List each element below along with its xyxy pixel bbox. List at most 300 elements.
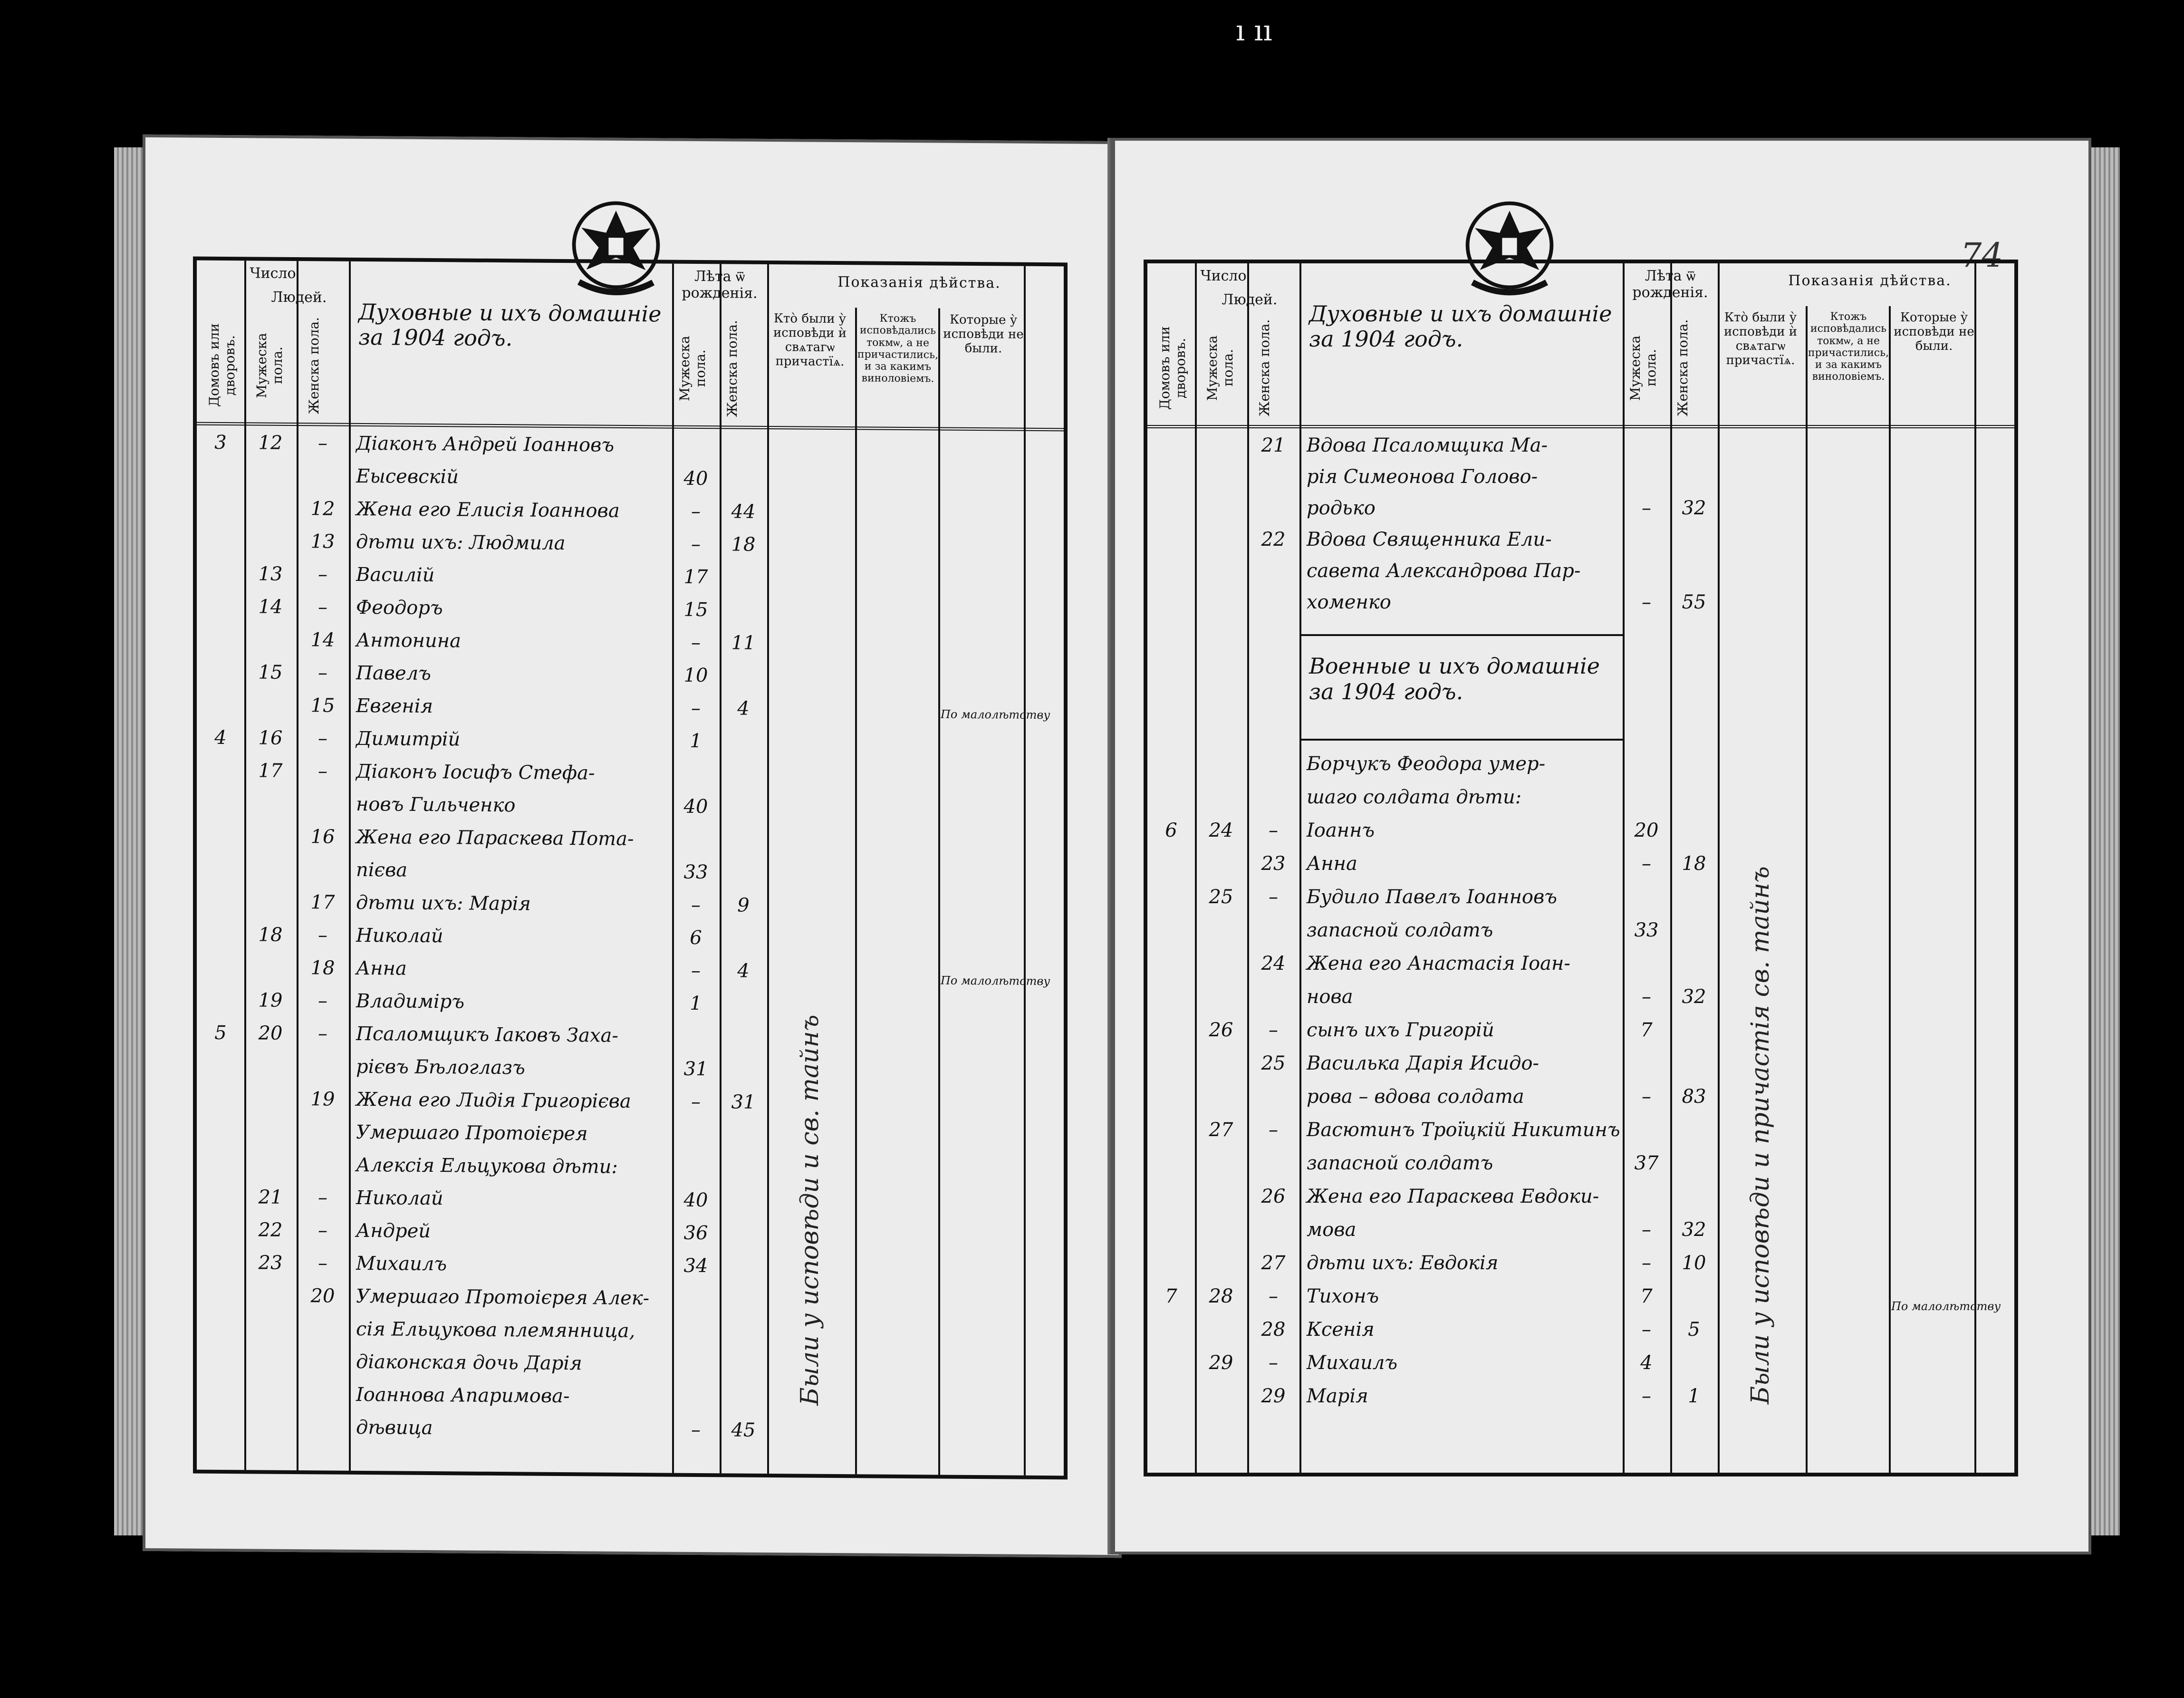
row-m	[244, 825, 297, 826]
register-row	[197, 563, 767, 593]
row-age-af: 5	[1688, 1319, 1700, 1341]
row-m: 19	[258, 989, 283, 1012]
register-row	[1147, 886, 1718, 913]
row-f: –	[318, 432, 327, 454]
section-military-title: Военные и ихъ домашніе за 1904 годъ.	[1309, 653, 1600, 704]
row-f: –	[1269, 1352, 1278, 1374]
register-row	[197, 727, 767, 757]
row-name: Михаилъ	[1307, 1352, 1398, 1374]
row-f: –	[318, 760, 327, 782]
register-row	[197, 858, 767, 888]
row-name: Евгенія	[356, 695, 433, 718]
row-age-am	[672, 1353, 720, 1354]
row-age-am: –	[1642, 1252, 1651, 1274]
left-side-note: Были у исповѣди и св. тайнъ	[796, 1014, 824, 1406]
row-name: Будило Павелъ Іоанновъ	[1307, 886, 1557, 908]
row-f: –	[318, 990, 327, 1012]
row-age-af: 44	[731, 501, 756, 523]
register-row	[1147, 591, 1718, 618]
register-row	[1147, 753, 1718, 780]
row-f: 29	[1261, 1385, 1286, 1407]
row-f: 15	[310, 695, 335, 717]
header-people: Людей.	[271, 289, 327, 306]
row-age-am: –	[1642, 1219, 1651, 1241]
row-name: запасной солдатъ	[1307, 1152, 1493, 1174]
register-row	[1147, 1319, 1718, 1345]
row-name: шаго солдата дѣти:	[1307, 786, 1522, 808]
header-only-confessed: Ктожъ исповѣдались токмѡ, а не причастились, и за какимъ виноловіемъ.	[1808, 311, 1889, 383]
left-page	[143, 135, 1122, 1558]
row-f: –	[1269, 886, 1278, 908]
row-name: Псаломщикъ Іаковъ Заха-	[356, 1023, 618, 1047]
row-age-am: –	[1642, 986, 1651, 1008]
row-age-am: –	[1642, 853, 1651, 875]
header-number: Число	[1200, 268, 1247, 284]
header-confessed: Кто̀ были у̀ исповѣди ѝ свѧтагѡ причастїѧ.	[773, 311, 847, 369]
row-m	[244, 530, 297, 531]
row-house	[197, 1284, 244, 1285]
row-age-am: 40	[683, 467, 708, 490]
row-m: 28	[1209, 1285, 1233, 1307]
header-female: Женска пола.	[1257, 319, 1272, 417]
row-f: –	[318, 727, 327, 750]
row-age-af	[720, 730, 767, 731]
row-f: 24	[1261, 953, 1286, 974]
row-name: Умершаго Протоієрея Алек-	[356, 1285, 650, 1310]
row-name: діаконская дочь Дарія	[356, 1351, 582, 1375]
row-age-af	[720, 1353, 767, 1354]
left-note-minor-1: По малолѣтству	[941, 707, 1050, 722]
header-age: Лѣта ѿ рожденія.	[682, 268, 758, 302]
register-row	[197, 432, 767, 462]
row-f: 20	[310, 1285, 335, 1307]
register-row	[197, 694, 767, 724]
register-row	[1147, 1119, 1718, 1146]
row-age-am	[672, 1025, 720, 1026]
row-age-af: 45	[731, 1419, 756, 1441]
row-age-am: 34	[683, 1254, 708, 1277]
right-page-edges	[2091, 147, 2120, 1535]
row-age-am: 10	[683, 664, 708, 687]
row-name: Умершаго Протоієрея	[356, 1121, 588, 1145]
row-m	[244, 497, 297, 498]
row-name: Іоаннова Апаримова-	[356, 1383, 570, 1408]
register-row	[1147, 919, 1718, 946]
row-f: 22	[1261, 529, 1286, 550]
row-age-af: 18	[1682, 853, 1706, 875]
row-name: Ксенія	[1307, 1319, 1375, 1341]
row-m: 20	[258, 1022, 283, 1044]
row-m: 26	[1209, 1019, 1233, 1041]
header-names-title: Духовные и ихъ домашніе за 1904 годъ.	[1309, 301, 1612, 352]
register-row	[1147, 1219, 1718, 1245]
row-age-am: 6	[690, 926, 702, 949]
register-row	[1147, 497, 1718, 524]
row-m	[244, 694, 297, 695]
register-row	[197, 1088, 767, 1118]
row-name: рова – вдова солдата	[1307, 1086, 1524, 1108]
row-name: Анна	[356, 957, 407, 980]
register-row	[1147, 786, 1718, 813]
left-register-table	[193, 257, 1068, 1480]
right-side-note: Были у исповѣди и причастія св. тайнъ	[1746, 866, 1775, 1404]
register-row	[1147, 820, 1718, 846]
row-age-am: 4	[1640, 1352, 1653, 1374]
row-age-af: 83	[1682, 1086, 1706, 1108]
row-m: 22	[258, 1219, 283, 1241]
header-number: Число	[250, 265, 296, 282]
row-age-af: 4	[737, 960, 750, 982]
row-age-am: 37	[1634, 1152, 1659, 1174]
row-f	[297, 1416, 349, 1417]
register-row	[197, 1416, 767, 1446]
row-m: 12	[258, 432, 283, 454]
row-age-am: –	[691, 697, 701, 720]
row-name: Николай	[356, 924, 443, 947]
row-house	[197, 464, 244, 465]
register-row	[1147, 986, 1718, 1013]
register-row	[1147, 1385, 1718, 1412]
right-register-table	[1144, 260, 2018, 1476]
row-name: Андрей	[356, 1219, 431, 1243]
register-row	[197, 1219, 767, 1249]
row-name: Николай	[356, 1187, 443, 1210]
row-name: новъ Гильченко	[356, 793, 516, 817]
register-row	[1147, 1086, 1718, 1112]
row-name: Павелъ	[356, 662, 431, 685]
row-name: Владиміръ	[356, 990, 465, 1013]
open-register-book	[143, 138, 2091, 1554]
row-f: –	[1269, 1119, 1278, 1141]
row-name: рієвъ Бѣлоглазъ	[356, 1055, 525, 1079]
register-row	[197, 1252, 767, 1282]
row-house	[197, 1153, 244, 1154]
left-table-header	[197, 260, 1064, 432]
register-row	[197, 1350, 767, 1380]
register-row	[1147, 953, 1718, 979]
row-name: Димитрій	[356, 727, 461, 751]
row-age-af	[720, 566, 767, 567]
row-f	[297, 1383, 349, 1384]
row-f: 12	[310, 498, 335, 520]
row-f: 28	[1261, 1319, 1286, 1341]
row-name: запасной солдатъ	[1307, 919, 1493, 941]
register-row	[1147, 1252, 1718, 1279]
row-age-af	[720, 1222, 767, 1223]
row-age-am: –	[691, 1090, 701, 1113]
row-age-am: 1	[690, 730, 702, 753]
row-name: сія Ельцукова племянница,	[356, 1318, 635, 1342]
row-age-am: –	[1642, 591, 1651, 613]
row-m: 16	[258, 727, 283, 749]
row-name: пієва	[356, 859, 408, 881]
register-row	[197, 924, 767, 954]
header-action: Показанія дѣйства.	[1788, 272, 1952, 289]
row-house	[197, 661, 244, 662]
register-row	[197, 1284, 767, 1315]
row-f: –	[1269, 1019, 1278, 1041]
row-house	[197, 792, 244, 793]
header-not-confessed: Которые у̀ исповѣди не были.	[1894, 310, 1974, 353]
row-house	[197, 1120, 244, 1121]
register-row	[1147, 853, 1718, 879]
row-house	[197, 858, 244, 859]
row-name: Борчукъ Феодора умер-	[1307, 753, 1546, 775]
left-note-minor-2: По малолѣтству	[941, 974, 1050, 988]
row-name: Жена его Параскева Евдоки-	[1307, 1186, 1599, 1207]
row-name: Жена его Елисія Іоаннова	[356, 498, 620, 522]
header-not-confessed: Которые у̀ исповѣди не были.	[943, 312, 1024, 356]
row-f: –	[318, 1219, 327, 1242]
row-m: 13	[258, 563, 283, 585]
row-f: –	[318, 1252, 327, 1274]
row-name: Вдова Священника Ели-	[1307, 529, 1552, 550]
row-house	[197, 530, 244, 531]
row-f: –	[318, 1023, 327, 1045]
row-name: Феодоръ	[356, 596, 443, 619]
row-age-am: –	[691, 959, 701, 982]
row-name: Васютинъ Троїцкій Никитинъ	[1307, 1119, 1620, 1141]
row-f: 23	[1261, 853, 1286, 875]
row-age-am: 17	[683, 566, 708, 589]
row-age-af: 1	[1688, 1385, 1700, 1407]
row-m	[244, 858, 297, 859]
row-f: 16	[310, 826, 335, 848]
row-m	[244, 1153, 297, 1154]
row-house	[197, 1186, 244, 1187]
register-row	[197, 596, 767, 626]
row-name: Василька Дарія Исидо-	[1307, 1052, 1539, 1074]
row-f: 26	[1261, 1186, 1286, 1207]
row-age-am: 40	[683, 795, 708, 818]
row-f: 27	[1261, 1252, 1286, 1274]
register-row	[197, 1317, 767, 1348]
row-age-am: –	[691, 631, 701, 654]
header-age-female: Женска пола.	[1675, 319, 1691, 417]
register-row	[197, 1055, 767, 1085]
row-name: Еысевскій	[356, 465, 459, 488]
row-age-am	[672, 1386, 720, 1387]
register-row	[197, 891, 767, 921]
right-table-header	[1147, 263, 2014, 428]
header-male: Мужеска пола.	[1204, 335, 1236, 401]
register-row	[1147, 1285, 1718, 1312]
register-row	[197, 661, 767, 692]
row-house: 5	[214, 1022, 227, 1044]
row-f: –	[318, 924, 327, 946]
row-m: 14	[258, 596, 283, 618]
row-name: дѣти ихъ: Марія	[356, 891, 531, 915]
row-age-am: –	[691, 894, 701, 917]
row-m: 17	[258, 760, 283, 782]
row-age-af	[720, 861, 767, 862]
row-house: 3	[214, 431, 227, 454]
row-m: 23	[258, 1252, 283, 1274]
row-name: хоменко	[1307, 591, 1391, 613]
row-age-af	[720, 1386, 767, 1387]
register-row	[197, 825, 767, 856]
row-name: Діаконъ Іосифъ Стефа-	[356, 760, 595, 784]
row-age-am: –	[1642, 1385, 1651, 1407]
row-m	[244, 1350, 297, 1351]
row-age-am: –	[1642, 1086, 1651, 1108]
row-age-am: 1	[690, 992, 702, 1015]
row-name: Діаконъ Андрей Іоанновъ	[356, 432, 615, 456]
row-name: Алексія Ельцукова дѣти:	[356, 1154, 618, 1178]
row-name: Анна	[1307, 853, 1357, 875]
row-name: нова	[1307, 986, 1353, 1008]
register-row	[197, 1153, 767, 1184]
register-row	[1147, 1052, 1718, 1079]
row-f: 25	[1261, 1052, 1286, 1074]
row-house	[197, 628, 244, 629]
row-m: 21	[258, 1186, 283, 1208]
row-f: –	[318, 563, 327, 586]
row-age-af: 32	[1682, 986, 1706, 1008]
register-row	[1147, 560, 1718, 587]
register-row	[197, 792, 767, 823]
register-row	[1147, 529, 1718, 555]
register-row	[197, 1022, 767, 1052]
header-only-confessed: Ктожъ исповѣдались токмѡ, а не причастились, и за какимъ виноловіемъ.	[857, 312, 939, 385]
register-row	[197, 497, 767, 528]
row-name: Марія	[1307, 1385, 1368, 1407]
row-f: –	[1269, 820, 1278, 841]
row-age-am: 33	[683, 861, 708, 884]
row-f: –	[1269, 1285, 1278, 1307]
row-age-am: 15	[683, 598, 708, 621]
header-action: Показанія дѣйства.	[837, 274, 1001, 292]
row-name: рія Симеонова Голово-	[1307, 466, 1538, 488]
row-m	[244, 792, 297, 793]
row-m: 27	[1209, 1119, 1233, 1141]
row-m: 24	[1209, 820, 1233, 841]
right-note-minor: По малолѣтству	[1891, 1300, 2001, 1313]
row-name: Тихонъ	[1307, 1285, 1379, 1307]
row-age-af: 11	[731, 632, 756, 654]
row-house	[197, 825, 244, 826]
row-age-am: 40	[683, 1189, 708, 1212]
register-row	[1147, 1019, 1718, 1046]
header-female: Женска пола.	[306, 317, 322, 415]
row-m: 18	[258, 924, 283, 946]
register-row	[197, 1186, 767, 1216]
row-m	[244, 1284, 297, 1285]
row-age-am: –	[1642, 497, 1651, 519]
row-house	[197, 989, 244, 990]
row-age-af: 10	[1682, 1252, 1706, 1274]
row-m	[244, 464, 297, 465]
row-house	[197, 956, 244, 957]
register-row	[1147, 466, 1718, 492]
row-age-af	[720, 1025, 767, 1026]
row-f: –	[318, 1187, 327, 1209]
row-age-af	[720, 1189, 767, 1190]
row-name: дѣти ихъ: Евдокія	[1307, 1252, 1499, 1274]
row-age-af	[720, 1058, 767, 1059]
row-age-af: 31	[731, 1091, 756, 1113]
row-f: 17	[310, 891, 335, 914]
page-number: 74	[1960, 236, 2003, 275]
row-name: дѣти ихъ: Людмила	[356, 531, 566, 555]
header-names-title: Духовные и ихъ домашніе за 1904 годъ.	[358, 299, 662, 351]
header-age-female: Женска пола.	[724, 320, 740, 417]
header-households: Домовъ или дворовъ.	[1157, 326, 1188, 410]
right-page	[1112, 138, 2091, 1554]
register-row	[197, 760, 767, 790]
register-row	[197, 628, 767, 659]
row-name: Жена его Лидія Григорієва	[356, 1088, 631, 1112]
row-name: Михаилъ	[356, 1252, 447, 1275]
register-row	[1147, 1152, 1718, 1179]
row-name: Василій	[356, 563, 435, 587]
row-name: Іоаннъ	[1307, 820, 1375, 841]
row-age-am: –	[691, 1418, 701, 1441]
row-name: дѣвица	[356, 1416, 433, 1439]
row-f: 18	[310, 957, 335, 979]
row-m: 15	[258, 661, 283, 684]
row-age-am: 33	[1634, 919, 1659, 941]
row-m	[244, 628, 297, 629]
row-age-af: 32	[1682, 1219, 1706, 1241]
row-age-am: –	[691, 533, 701, 556]
register-row	[1147, 434, 1718, 461]
row-house: 4	[214, 726, 227, 749]
register-row	[1147, 1352, 1718, 1379]
row-m	[244, 956, 297, 957]
row-m: 25	[1209, 886, 1233, 908]
header-age: Лѣта ѿ рожденія.	[1632, 268, 1708, 301]
row-f: 14	[310, 629, 335, 651]
row-age-am: –	[1642, 1319, 1651, 1341]
row-house: 6	[1165, 820, 1177, 841]
row-f: 19	[310, 1088, 335, 1110]
header-male: Мужеска пола.	[254, 332, 285, 398]
row-name: Жена его Параскева Пота-	[356, 826, 634, 850]
row-house	[197, 1317, 244, 1318]
row-name: мова	[1307, 1219, 1357, 1241]
row-age-am: –	[691, 500, 701, 523]
row-m	[244, 1317, 297, 1318]
row-name: Вдова Псаломщика Ма-	[1307, 434, 1548, 456]
register-row	[197, 464, 767, 495]
row-age-af: 55	[1682, 591, 1706, 613]
row-age-am: 20	[1634, 820, 1659, 841]
left-page-edges	[114, 147, 143, 1535]
row-age-am: 31	[683, 1058, 708, 1081]
header-households: Домовъ или дворовъ.	[206, 323, 238, 407]
row-f: –	[318, 662, 327, 684]
register-row	[197, 530, 767, 560]
row-f: 13	[310, 531, 335, 553]
row-age-af: 9	[737, 894, 750, 917]
row-m: 29	[1209, 1352, 1233, 1374]
row-house	[197, 497, 244, 498]
row-house	[197, 694, 244, 695]
corner-mark: ı ıı	[1236, 14, 1272, 48]
row-house: 7	[1165, 1285, 1177, 1307]
row-age-am: 36	[683, 1222, 708, 1245]
register-row	[197, 989, 767, 1020]
register-row	[197, 956, 767, 987]
row-age-am: 7	[1640, 1285, 1653, 1307]
row-age-af: 32	[1682, 497, 1706, 519]
row-f: –	[318, 596, 327, 618]
row-age-af: 4	[737, 697, 750, 720]
header-age-male: Мужеска пола.	[677, 335, 708, 401]
header-age-male: Мужеска пола.	[1627, 335, 1659, 401]
header-confessed: Кто̀ были у̀ исповѣди ѝ свѧтагѡ причастїѧ.	[1723, 310, 1798, 367]
